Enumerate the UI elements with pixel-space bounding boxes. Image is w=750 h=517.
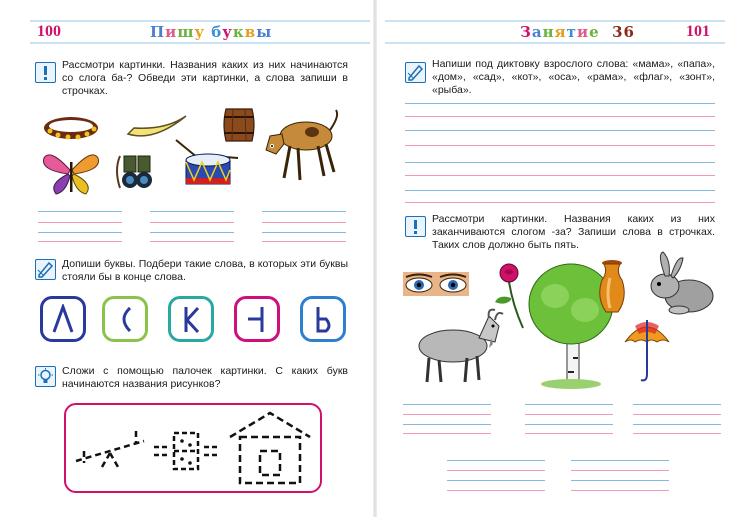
page-number: 101: [686, 23, 710, 40]
page-title: Пишу буквы: [150, 23, 273, 41]
goat-picture[interactable]: [413, 308, 505, 386]
drum-picture[interactable]: [172, 138, 242, 190]
lightbulb-icon: [35, 366, 56, 387]
task1-text: Рассмотри картинки. Названия каких из них начинаются со слога ба-? Обведи эти картинки, а слова запиши в строчках.: [62, 59, 348, 97]
butterfly-picture[interactable]: [40, 148, 102, 196]
letter-box-4[interactable]: [234, 296, 280, 342]
right-page: [375, 0, 750, 517]
calf-picture[interactable]: [262, 106, 342, 184]
task2-text: Рассмотри картинки. Названия каких из них заканчиваются слогом -за? Запиши слова в строчках. Таких слов должно быть пять.: [432, 213, 715, 251]
pencil-write-icon: [405, 62, 426, 83]
page-title: Занятие 36: [520, 23, 635, 41]
exclamation-icon: [405, 216, 426, 237]
stick-puzzle-frame: [64, 403, 322, 493]
stick-equals-domino[interactable]: [154, 427, 224, 475]
letter-box-1[interactable]: [40, 296, 86, 342]
collar-picture[interactable]: [42, 113, 100, 143]
page-number: 100: [37, 23, 61, 40]
pencil-write-icon: [35, 259, 56, 280]
letter-box-3[interactable]: [168, 296, 214, 342]
task1-text: Напиши под диктовку взрослого слова: «мама», «папа», «дом», «сад», «кот», «оса», «рама», «флаг», «зонт», «рыба».: [432, 58, 715, 96]
task2-text: Допиши буквы. Подбери такие слова, в которых эти буквы стояли бы в конце слова.: [62, 258, 348, 283]
exclamation-icon: [35, 62, 56, 83]
umbrella-picture[interactable]: [623, 316, 671, 384]
letter-box-5[interactable]: [300, 296, 346, 342]
page-gutter: [373, 0, 377, 517]
stick-seesaw[interactable]: [72, 423, 152, 473]
rabbit-picture[interactable]: [649, 250, 717, 316]
letter-box-2[interactable]: [102, 296, 148, 342]
banana-picture[interactable]: [124, 112, 190, 140]
task3-text: Сложи с помощью палочек картинки. С каких букв начинаются названия рисунков?: [62, 365, 348, 390]
vase-picture[interactable]: [596, 258, 628, 314]
eyes-picture[interactable]: [403, 272, 469, 296]
stick-house[interactable]: [226, 407, 314, 487]
binoculars-picture[interactable]: [112, 150, 160, 192]
